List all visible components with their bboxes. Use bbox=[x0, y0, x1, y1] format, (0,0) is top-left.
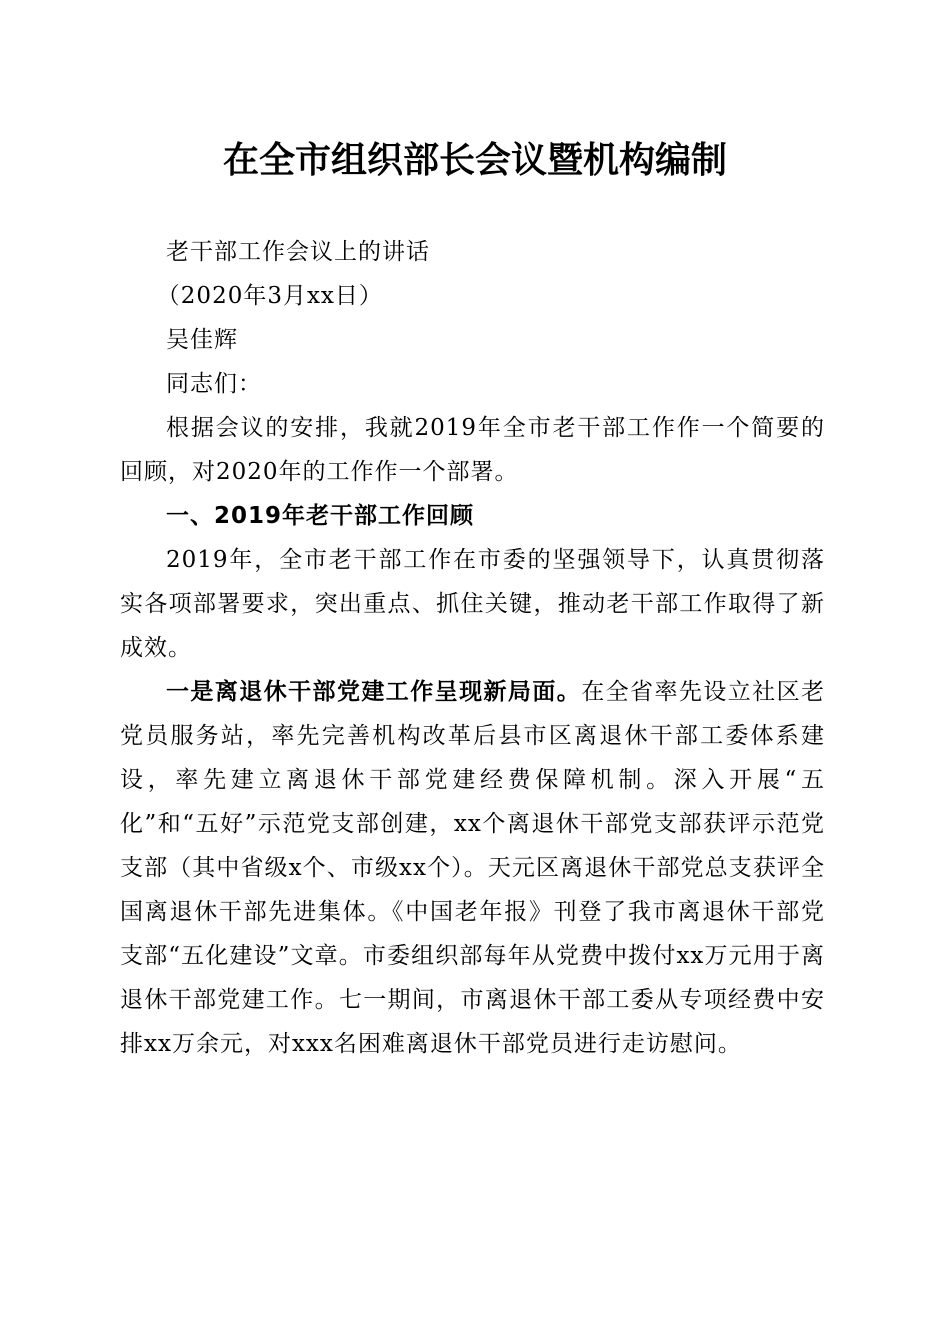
speech-date: （2020年3月xx日） bbox=[156, 283, 383, 309]
section-paragraph: 2019年，全市老干部工作在市委的坚强领导下，认真贯彻落实各项部署要求，突出重点、抓住关键，推动老干部工作取得了新成效。 bbox=[120, 547, 825, 661]
point-paragraph bbox=[120, 670, 825, 1066]
speech-subtitle: 老干部工作会议上的讲话 bbox=[166, 239, 430, 265]
salutation: 同志们： bbox=[166, 371, 262, 397]
speech-author: 吴佳辉 bbox=[166, 327, 238, 353]
document-title: 在全市组织部长会议暨机构编制 bbox=[222, 139, 727, 181]
document-body bbox=[120, 230, 825, 1066]
point-lead: 一是离退休干部党建工作呈现新局面。 bbox=[166, 678, 582, 705]
section-heading: 一、2019年老干部工作回顾 bbox=[166, 503, 475, 529]
intro-paragraph: 根据会议的安排，我就2019年全市老干部工作作一个简要的回顾，对2020年的工作作一个部署。 bbox=[120, 415, 825, 485]
point-text: 在全省率先设立社区老党员服务站，率先完善机构改革后县市区离退休干部工委体系建设，率先建立离退休干部党建经费保障机制。深入开展“五化”和“五好”示范党支部创建，xx个离退休干部党支部获评示范党支部（其中省级x个、市级xx个）。天元区离退休干部党总支获评全国离退休干部先进集体。《中国老年报》刊登了我市离退休干部党支部“五化建设”文章。市委组织部每年从党费中拨付xx万元用于离退休干部党建工作。七一期间，市离退休干部工委从专项经费中安排xx万余元，对xxx名困难离退休干部党员进行走访慰问。 bbox=[120, 679, 826, 1057]
